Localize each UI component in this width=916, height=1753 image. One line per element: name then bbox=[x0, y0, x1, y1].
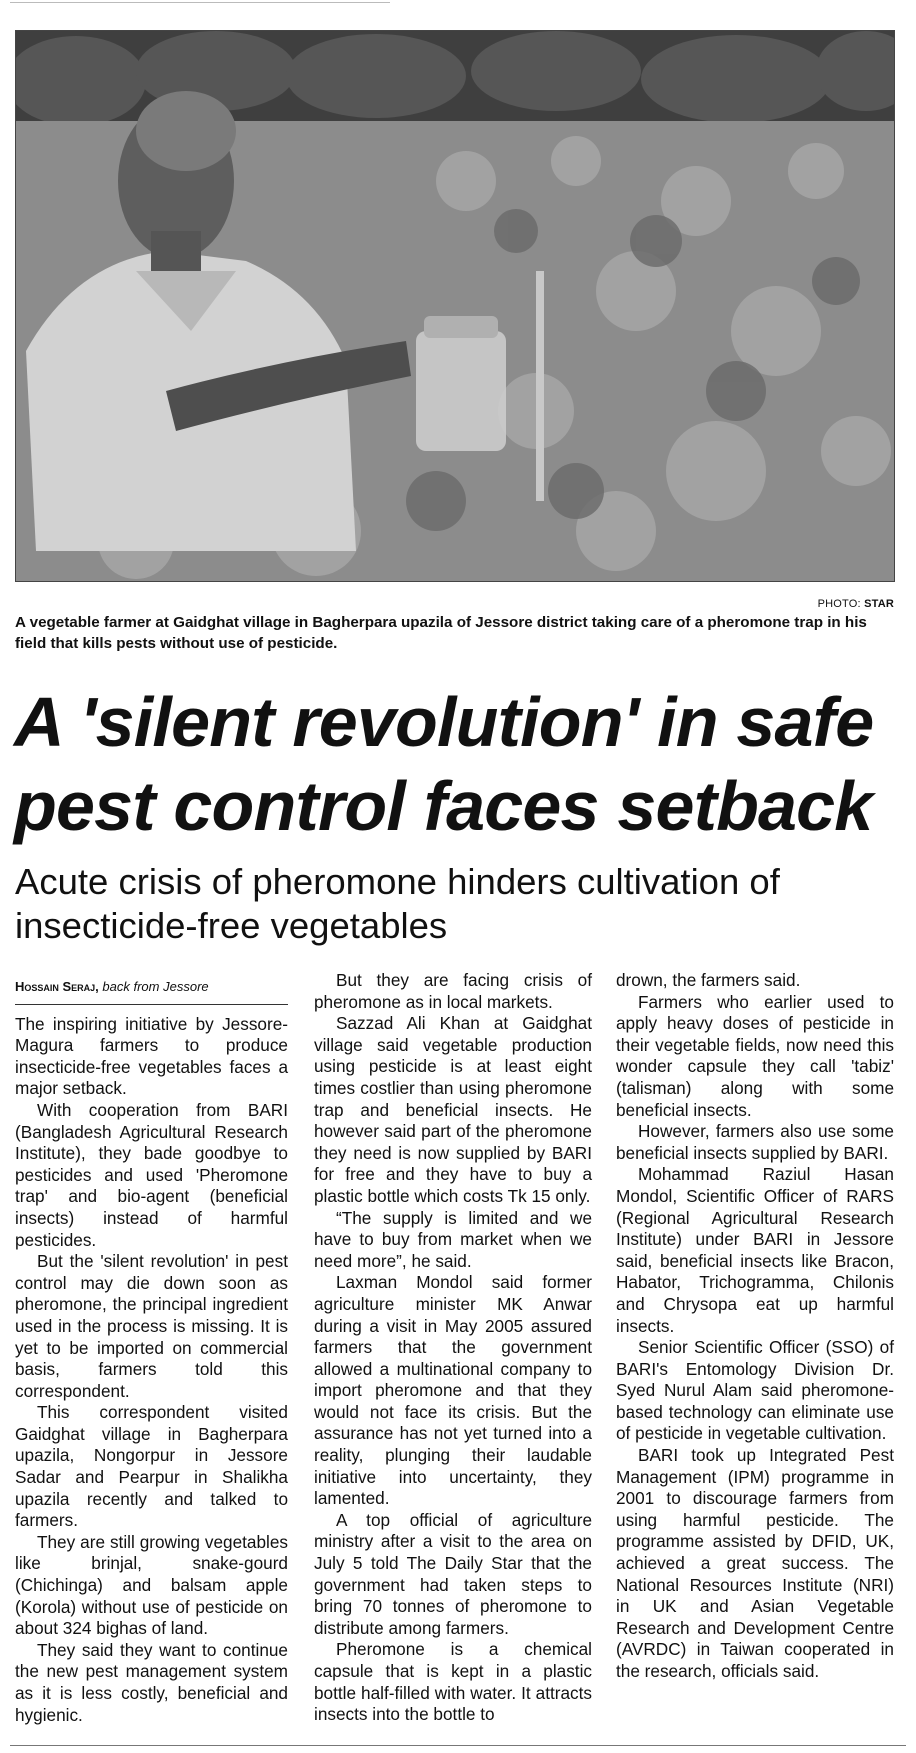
article-photo bbox=[15, 30, 895, 582]
paragraph: Senior Scientific Officer (SSO) of BARI's Entomology Division Dr. Syed Nurul Alam said pheromone-based technology can eliminate use of pesticide in vegetable cultivation. bbox=[616, 1337, 894, 1444]
paragraph: They are still growing vegetables like brinjal, snake-gourd (Chichinga) and balsam apple (Korola) without use of pesticide on about 324 bighas of land. bbox=[15, 1531, 288, 1639]
deck-subheadline: Acute crisis of pheromone hinders cultivation of insecticide-free vegetables bbox=[15, 861, 780, 946]
paragraph: Pheromone is a chemical capsule that is kept in a plastic bottle half-filled with water. It attracts insects into the bottle to bbox=[314, 1639, 592, 1725]
paragraph: drown, the farmers said. bbox=[616, 970, 801, 990]
paragraph: However, farmers also use some beneficial insects supplied by BARI. bbox=[616, 1121, 894, 1163]
top-rule bbox=[10, 2, 390, 3]
paragraph: The inspiring initiative by Jessore-Magura farmers to produce insecticide-free vegetables faces a major setback. bbox=[15, 1013, 288, 1099]
paragraph: BARI took up Integrated Pest Management (IPM) programme in 2001 to discourage farmers from using harmful pesticide. The programme assisted by DFID, UK, achieved a great success. The National Resources Institute (NRI) in UK and Asian Vegetable Research and Development Centre (AVRDC) in Taiwan cooperated in the research, officials said. bbox=[616, 1445, 894, 1681]
photo-credit-source: STAR bbox=[864, 598, 894, 610]
article-column-3 bbox=[616, 970, 894, 1683]
paragraph: But they are facing crisis of pheromone as in local markets. bbox=[314, 970, 592, 1012]
photo-credit bbox=[818, 598, 894, 610]
photo-credit-prefix: PHOTO: bbox=[817, 598, 861, 610]
paragraph: With cooperation from BARI (Bangladesh Agricultural Research Institute), they bade goodbye to pesticides and used 'Pheromone trap' and bio-agent (beneficial insects) instead of harmful pesticides. bbox=[15, 1099, 288, 1250]
paragraph: Laxman Mondol said former agriculture minister MK Anwar during a visit in May 2005 assured farmers that the government allowed a multinational company to import pheromone and that they would not face its crisis. But the assurance has not yet turned into a reality, plunging their laudable initiative into uncertainty, they lamented. bbox=[314, 1272, 592, 1509]
paragraph: They said they want to continue the new pest management system as it is less costly, beneficial and hygienic. bbox=[15, 1639, 288, 1725]
bottom-rule bbox=[10, 1745, 906, 1746]
paragraph: Sazzad Ali Khan at Gaidghat village said vegetable production using pesticide is at least eight times costlier than using pheromone trap and beneficial insects. He however said part of the pheromone they need is now supplied by BARI for free and they have to buy a plastic bottle which costs Tk 15 only. bbox=[314, 1013, 592, 1206]
headline: A 'silent revolution' in safe pest control faces setback bbox=[14, 683, 874, 845]
byline bbox=[15, 976, 288, 1005]
paragraph: Mohammad Raziul Hasan Mondol, Scientific Officer of RARS (Regional Agricultural Research Institute) under BARI in Jessore said, beneficial insects like Bracon, Habator, Trichogramma, Chilonis and Chrysopa eat up harmful insects. bbox=[616, 1164, 894, 1336]
farmer-field-photo-icon bbox=[16, 31, 894, 581]
paragraph: “The supply is limited and we have to buy from market when we need more”, he said. bbox=[314, 1207, 592, 1271]
photo-caption: A vegetable farmer at Gaidghat village in Bagherpara upazila of Jessore district taking care of a pheromone trap in his field that kills pests without use of pesticide. bbox=[15, 614, 867, 652]
paragraph: But the 'silent revolution' in pest control may die down soon as pheromone, the principal ingredient used in the process is missing. It is yet to be imported on commercial basis, farmers told this correspondent. bbox=[15, 1251, 288, 1401]
paragraph: Farmers who earlier used to apply heavy doses of pesticide in their vegetable fields, now need this wonder capsule they call 'tabiz' (talisman) along with some beneficial insects. bbox=[616, 991, 894, 1120]
article-column-2 bbox=[314, 970, 592, 1726]
paragraph: This correspondent visited Gaidghat village in Bagherpara upazila, Nongorpur in Jessore Sadar and Pearpur in Shalikha upazila recently and talked to farmers. bbox=[15, 1402, 288, 1531]
byline-name: Hossain Seraj, bbox=[15, 979, 99, 994]
paragraph: A top official of agriculture ministry after a visit to the area on July 5 told The Daily Star that the government had taken steps to bring 70 tonnes of pheromone to distribute among farmers. bbox=[314, 1509, 592, 1638]
byline-location: back from Jessore bbox=[102, 979, 209, 994]
article-column-1 bbox=[15, 970, 288, 1726]
